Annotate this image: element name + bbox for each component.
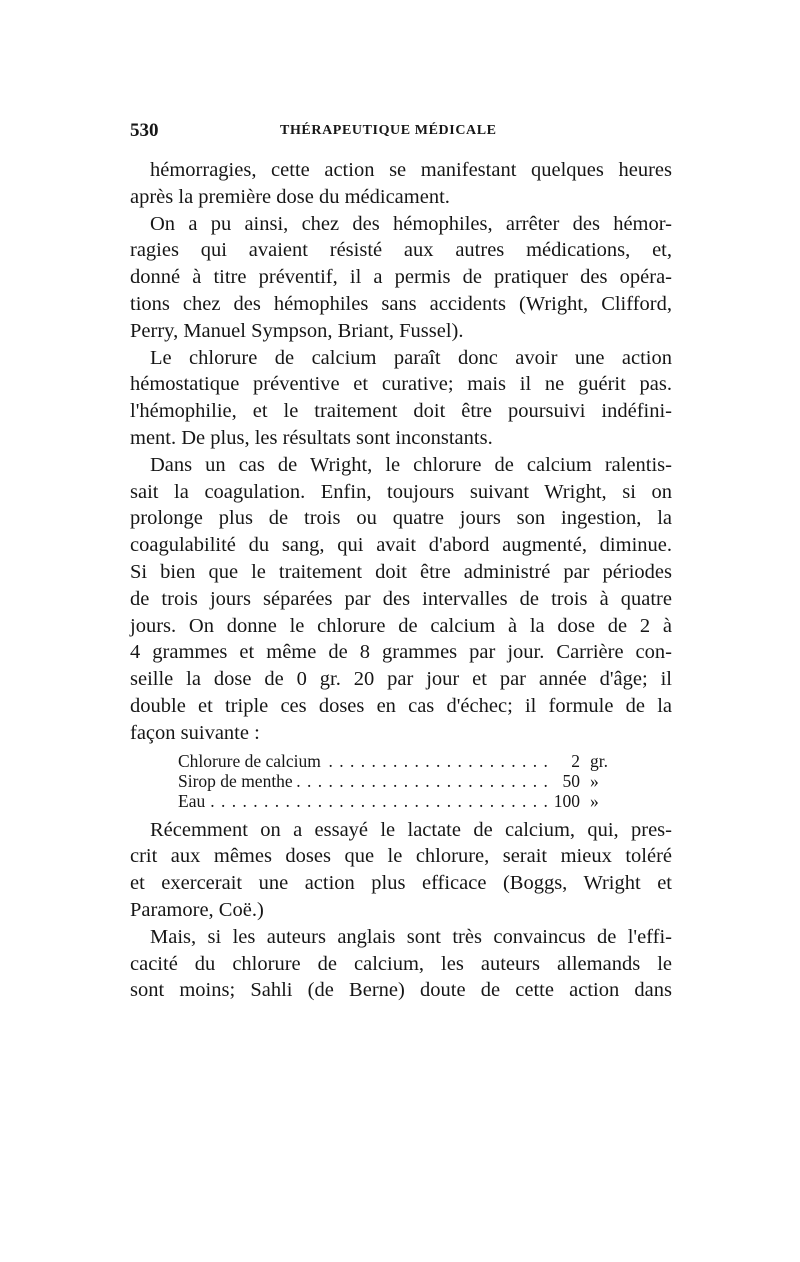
formula-ingredient xyxy=(178,771,550,791)
ingredient-unit: » xyxy=(590,770,599,791)
running-title: THÉRAPEUTIQUE MÉDICALE xyxy=(280,123,497,138)
ingredient-quantity: 100 xyxy=(553,790,580,811)
text-line: crit aux mêmes doses que le chlorure, serait mieux toléré xyxy=(130,845,672,868)
text-line: de trois jours séparées par des intervalles de trois à quatre xyxy=(130,587,672,610)
page-number: 530 xyxy=(130,120,159,141)
text-line: double et triple ces doses en cas d'échec; il formule de la xyxy=(130,694,672,717)
text-line: sont moins; Sahli (de Berne) doute de cette action dans xyxy=(130,979,672,1002)
paragraph xyxy=(130,211,672,345)
body-text xyxy=(130,157,672,1004)
text-line: Dans un cas de Wright, le chlorure de calcium ralentis- xyxy=(150,453,672,476)
text-line: 4 grammes et même de 8 grammes par jour. Carrière con- xyxy=(130,641,672,664)
ingredient-name: Eau xyxy=(178,790,206,811)
paragraphs-after-formula xyxy=(130,817,672,1005)
text-line: ragies qui avaient résisté aux autres médications, et, xyxy=(130,239,672,262)
text-line: et exercerait une action plus efficace (Boggs, Wright et xyxy=(130,872,672,895)
text-line: coagulabilité du sang, qui avait d'abord augmenté, diminue. xyxy=(130,534,672,557)
text-line: hémorragies, cette action se manifestant quelques heures xyxy=(150,159,672,181)
ingredient-unit: » xyxy=(590,790,599,811)
paragraph xyxy=(130,924,672,1004)
ingredient-quantity: 50 xyxy=(562,770,580,791)
text-line: Perry, Manuel Sympson, Briant, Fussel). xyxy=(130,319,464,342)
text-line: ment. De plus, les résultats sont inconstants. xyxy=(130,426,493,449)
text-line: l'hémophilie, et le traitement doit être poursuivi indéfini- xyxy=(130,400,672,423)
text-line: Le chlorure de calcium paraît donc avoir une action xyxy=(150,346,672,369)
paragraphs-before-formula xyxy=(130,157,672,747)
text-line: sait la coagulation. Enfin, toujours suivant Wright, si on xyxy=(130,480,672,503)
text-line: après la première dose du médicament. xyxy=(130,185,450,208)
text-line: tions chez des hémophiles sans accidents (Wright, Clifford, xyxy=(130,292,672,315)
paragraph xyxy=(130,345,672,452)
text-line: jours. On donne le chlorure de calcium à la dose de 2 à xyxy=(130,614,672,637)
text-line: Mais, si les auteurs anglais sont très convaincus de l'effi- xyxy=(150,925,672,948)
paragraph xyxy=(130,817,672,924)
text-line: prolonge plus de trois ou quatre jours son ingestion, la xyxy=(130,507,672,530)
formula-ingredient xyxy=(178,791,550,811)
text-line: Récemment on a essayé le lactate de calcium, qui, pres- xyxy=(150,818,672,841)
formula-row xyxy=(178,791,618,811)
text-line: Si bien que le traitement doit être administré par périodes xyxy=(130,560,672,583)
text-line: seille la dose de 0 gr. 20 par jour et par année d'âge; il xyxy=(130,668,672,691)
ingredient-name: Chlorure de calcium xyxy=(178,750,321,771)
paragraph xyxy=(130,157,672,211)
prescription-formula xyxy=(178,751,618,811)
text-line: cacité du chlorure de calcium, les auteurs allemands le xyxy=(130,952,672,975)
paragraph xyxy=(130,452,672,747)
ingredient-unit: gr. xyxy=(590,750,608,771)
page-header xyxy=(130,120,670,144)
ingredient-name: Sirop de menthe xyxy=(178,770,293,791)
text-line: façon suivante : xyxy=(130,721,260,744)
formula-row xyxy=(178,771,618,791)
text-line: hémostatique préventive et curative; mais il ne guérit pas. xyxy=(130,373,672,396)
formula-row xyxy=(178,751,618,771)
text-line: Paramore, Coë.) xyxy=(130,898,264,921)
formula-ingredient xyxy=(178,751,550,771)
text-line: On a pu ainsi, chez des hémophiles, arrêter des hémor- xyxy=(150,212,672,235)
text-line: donné à titre préventif, il a permis de pratiquer des opéra- xyxy=(130,266,672,289)
ingredient-quantity: 2 xyxy=(571,750,580,771)
